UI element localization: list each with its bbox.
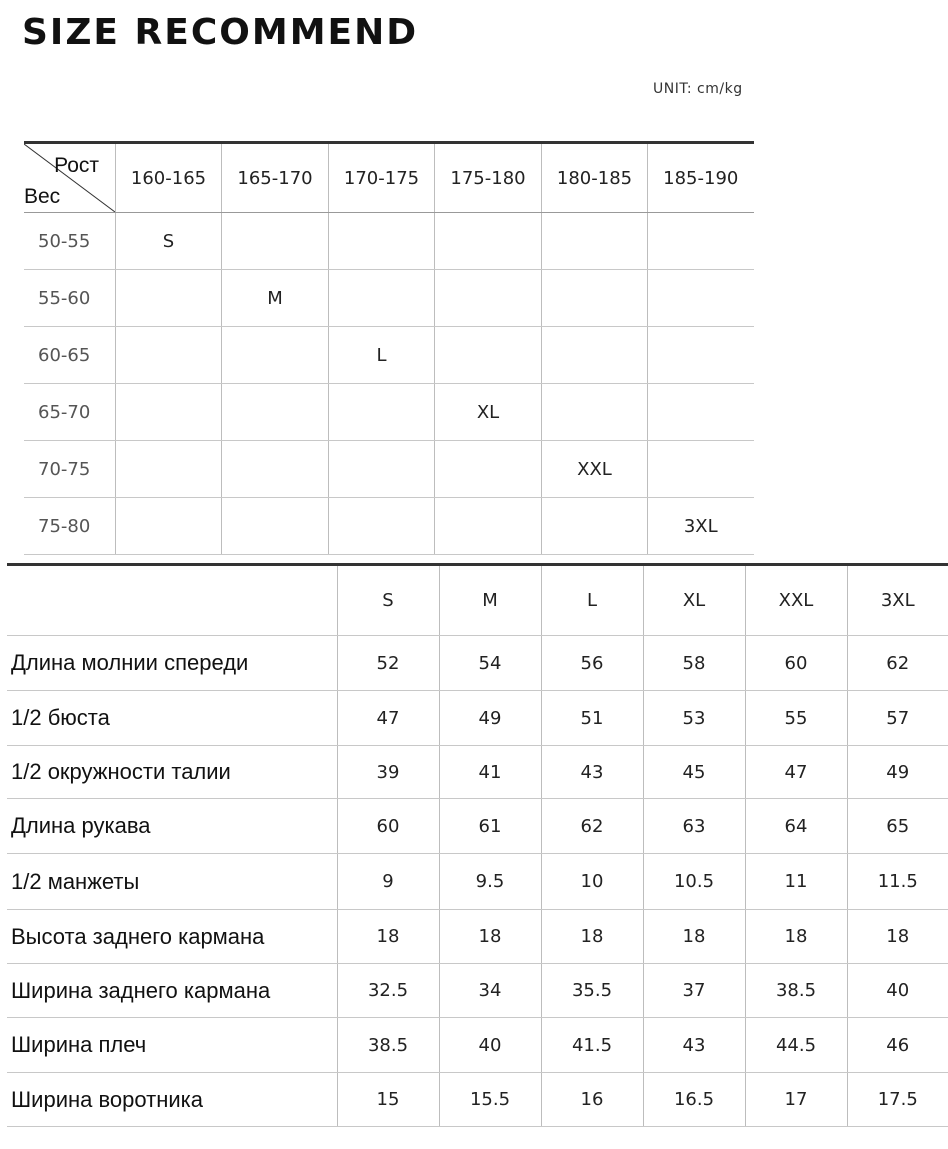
measurement-value: 18	[541, 910, 643, 964]
size-cell	[222, 327, 329, 384]
measurement-value: 62	[847, 636, 948, 691]
size-cell	[222, 498, 329, 555]
measurement-value: 41	[439, 746, 541, 799]
measurement-value: 64	[745, 799, 847, 854]
measurement-value: 32.5	[337, 964, 439, 1018]
size-cell	[329, 213, 435, 270]
measurement-value: 47	[337, 691, 439, 746]
measurement-value: 18	[337, 910, 439, 964]
size-cell	[435, 213, 542, 270]
size-cell	[222, 441, 329, 498]
measurement-value: 62	[541, 799, 643, 854]
size-cell: XL	[435, 384, 542, 441]
measurement-value: 56	[541, 636, 643, 691]
size-cell	[648, 327, 754, 384]
measurement-value: 18	[643, 910, 745, 964]
measurement-value: 46	[847, 1018, 948, 1073]
size-cell	[648, 384, 754, 441]
height-axis-label: Рост	[54, 154, 99, 177]
measurement-value: 40	[847, 964, 948, 1018]
measurement-label: 1/2 манжеты	[7, 854, 337, 910]
measurement-value: 16.5	[643, 1073, 745, 1127]
corner-cell	[24, 143, 116, 213]
size-header: S	[337, 565, 439, 636]
size-cell	[329, 270, 435, 327]
unit-label: UNIT: cm/kg	[653, 81, 743, 97]
weight-label: 65-70	[24, 384, 116, 441]
measurement-value: 52	[337, 636, 439, 691]
weight-label: 55-60	[24, 270, 116, 327]
measurement-label: 1/2 бюста	[7, 691, 337, 746]
table-row	[24, 441, 754, 498]
table-row	[24, 213, 754, 270]
empty-header-cell	[7, 565, 337, 636]
weight-label: 60-65	[24, 327, 116, 384]
size-cell	[435, 441, 542, 498]
size-header: XL	[643, 565, 745, 636]
measurement-label: Ширина заднего кармана	[7, 964, 337, 1018]
size-cell	[329, 441, 435, 498]
measurement-value: 10.5	[643, 854, 745, 910]
measurement-value: 57	[847, 691, 948, 746]
measurement-value: 51	[541, 691, 643, 746]
size-cell	[542, 270, 648, 327]
size-cell	[435, 327, 542, 384]
measurement-label: Ширина плеч	[7, 1018, 337, 1073]
measurement-value: 44.5	[745, 1018, 847, 1073]
height-header: 175-180	[435, 143, 542, 213]
size-cell: M	[222, 270, 329, 327]
measurement-value: 15.5	[439, 1073, 541, 1127]
size-cell	[542, 498, 648, 555]
measurement-value: 39	[337, 746, 439, 799]
measurement-value: 60	[745, 636, 847, 691]
measurement-value: 38.5	[337, 1018, 439, 1073]
measurement-value: 63	[643, 799, 745, 854]
table-row	[7, 691, 948, 746]
measurement-label: 1/2 окружности талии	[7, 746, 337, 799]
weight-label: 50-55	[24, 213, 116, 270]
measurement-value: 54	[439, 636, 541, 691]
measurement-value: 45	[643, 746, 745, 799]
size-cell	[222, 213, 329, 270]
size-cell	[116, 270, 222, 327]
size-header: XXL	[745, 565, 847, 636]
page-title: SIZE RECOMMEND	[22, 12, 419, 53]
weight-label: 70-75	[24, 441, 116, 498]
size-header: L	[541, 565, 643, 636]
measurement-label: Длина рукава	[7, 799, 337, 854]
size-cell	[116, 498, 222, 555]
measurement-value: 16	[541, 1073, 643, 1127]
measurement-value: 11	[745, 854, 847, 910]
measurement-value: 60	[337, 799, 439, 854]
table-row	[24, 270, 754, 327]
table-row	[7, 854, 948, 910]
size-cell	[116, 441, 222, 498]
size-cell: L	[329, 327, 435, 384]
table-row	[7, 1018, 948, 1073]
measurement-value: 35.5	[541, 964, 643, 1018]
size-cell: 3XL	[648, 498, 754, 555]
size-cell	[222, 384, 329, 441]
measurement-value: 58	[643, 636, 745, 691]
height-header: 185-190	[648, 143, 754, 213]
measurement-value: 53	[643, 691, 745, 746]
measurement-value: 10	[541, 854, 643, 910]
size-cell	[435, 270, 542, 327]
measurement-value: 55	[745, 691, 847, 746]
size-cell	[542, 213, 648, 270]
height-header: 165-170	[222, 143, 329, 213]
size-header-row	[7, 565, 948, 636]
weight-axis-label: Вес	[24, 185, 61, 208]
measurement-value: 41.5	[541, 1018, 643, 1073]
measurement-label: Ширина воротника	[7, 1073, 337, 1127]
measurement-value: 17.5	[847, 1073, 948, 1127]
measurement-value: 65	[847, 799, 948, 854]
size-cell: XXL	[542, 441, 648, 498]
size-cell	[329, 384, 435, 441]
height-header: 160-165	[116, 143, 222, 213]
measurement-value: 37	[643, 964, 745, 1018]
measurement-value: 18	[745, 910, 847, 964]
measurements-table	[7, 563, 948, 1127]
weight-label: 75-80	[24, 498, 116, 555]
table-row	[7, 799, 948, 854]
size-cell	[648, 213, 754, 270]
measurement-value: 34	[439, 964, 541, 1018]
measurement-label: Длина молнии спереди	[7, 636, 337, 691]
measurement-value: 17	[745, 1073, 847, 1127]
measurement-value: 38.5	[745, 964, 847, 1018]
measurement-value: 47	[745, 746, 847, 799]
table-row	[24, 384, 754, 441]
measurement-label: Высота заднего кармана	[7, 910, 337, 964]
measurement-value: 40	[439, 1018, 541, 1073]
measurement-value: 9.5	[439, 854, 541, 910]
height-header: 180-185	[542, 143, 648, 213]
height-header-row	[24, 143, 754, 213]
measurement-value: 61	[439, 799, 541, 854]
table-row	[24, 327, 754, 384]
size-cell	[435, 498, 542, 555]
size-cell	[648, 270, 754, 327]
table-row	[7, 746, 948, 799]
table-row	[7, 1073, 948, 1127]
table-row	[7, 636, 948, 691]
size-cell	[116, 384, 222, 441]
measurement-value: 15	[337, 1073, 439, 1127]
size-cell	[542, 327, 648, 384]
size-header: 3XL	[847, 565, 948, 636]
size-cell	[542, 384, 648, 441]
measurement-value: 11.5	[847, 854, 948, 910]
measurement-value: 43	[541, 746, 643, 799]
table-row	[24, 498, 754, 555]
table-row	[7, 964, 948, 1018]
size-cell	[329, 498, 435, 555]
measurement-value: 9	[337, 854, 439, 910]
table-row	[7, 910, 948, 964]
size-cell	[648, 441, 754, 498]
measurement-value: 43	[643, 1018, 745, 1073]
height-header: 170-175	[329, 143, 435, 213]
measurement-value: 18	[847, 910, 948, 964]
size-cell: S	[116, 213, 222, 270]
size-cell	[116, 327, 222, 384]
measurement-value: 18	[439, 910, 541, 964]
measurement-value: 49	[847, 746, 948, 799]
size-recommend-table	[24, 141, 754, 555]
measurement-value: 49	[439, 691, 541, 746]
size-header: M	[439, 565, 541, 636]
